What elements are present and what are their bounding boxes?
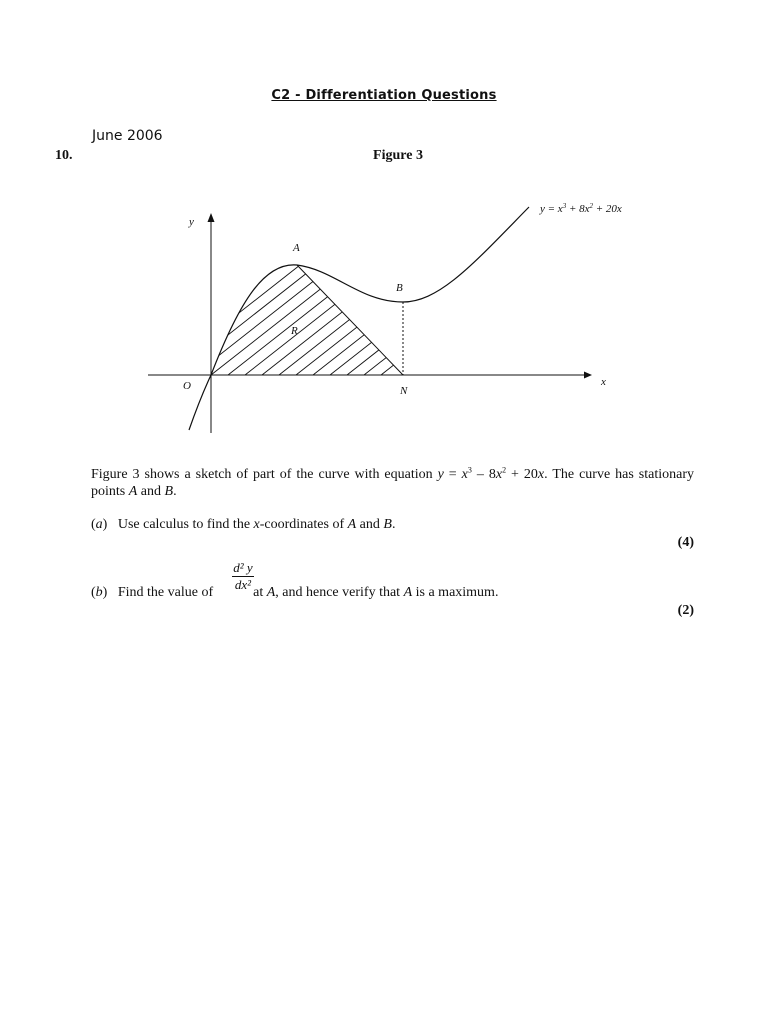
point-n-label: N	[400, 385, 408, 397]
figure-label: Figure 3	[373, 148, 423, 163]
question-number: 10.	[55, 148, 73, 163]
part-b: (b) Find the value of at A, and hence verify that A is a maximum.	[91, 585, 499, 600]
origin-label: O	[183, 380, 191, 392]
x-axis-label: x	[601, 376, 606, 388]
part-b-marks: (2)	[677, 603, 694, 618]
second-derivative-fraction	[231, 560, 255, 593]
part-b-label: b	[95, 585, 103, 600]
fraction-numerator: d² y	[233, 560, 253, 575]
part-a-marks: (4)	[677, 535, 694, 550]
point-a-label: A	[293, 242, 300, 254]
curve	[189, 207, 529, 430]
point-b-label: B	[396, 282, 403, 294]
exam-date: June 2006	[92, 128, 163, 144]
fraction-denominator: dx²	[234, 577, 252, 592]
question-intro: Figure 3 shows a sketch of part of the curve with equation $y = x^3 - 8x^2 + 20x$. The curve has stationary points A and B.	[91, 465, 694, 499]
part-a-label: a	[95, 517, 103, 532]
curve-equation-label: $y = x^3 + 8x^2 + 20x$	[540, 202, 622, 215]
region-r-label: R	[291, 325, 298, 337]
page-title: C2 - Differentiation Questions	[271, 88, 497, 103]
part-a: (a) Use calculus to find the x-coordinates of A and B.	[91, 517, 396, 532]
figure-3-graph	[0, 0, 768, 450]
x-axis-arrow	[584, 372, 592, 379]
y-axis-arrow	[208, 213, 215, 222]
region-boundary	[297, 265, 403, 375]
y-axis-label: y	[189, 216, 194, 228]
